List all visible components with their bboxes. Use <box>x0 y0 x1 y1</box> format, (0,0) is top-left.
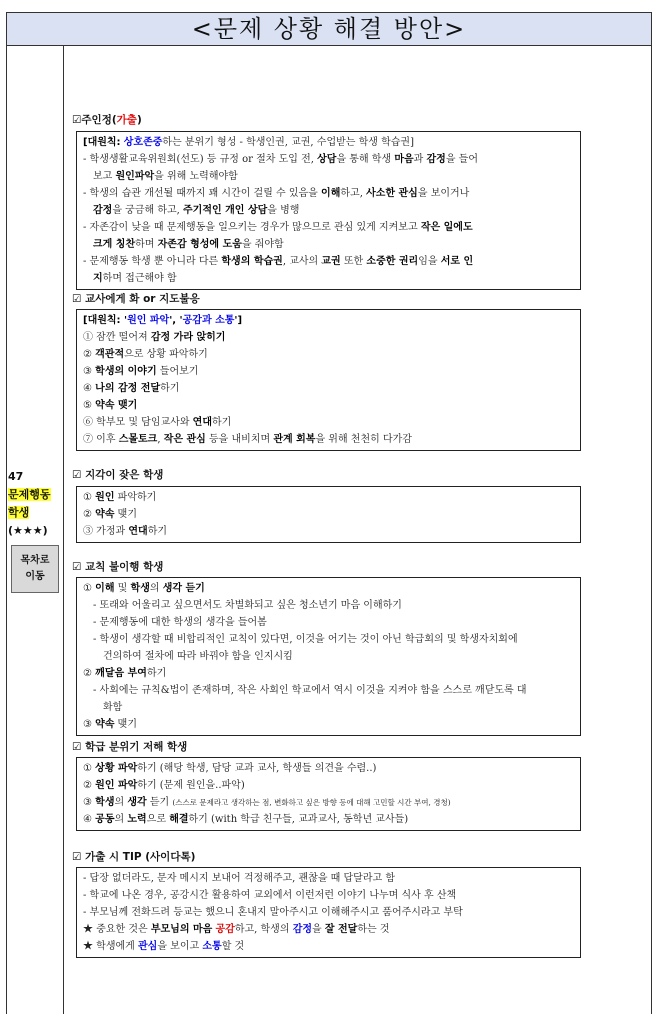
section-heading-rule-violation: ☑ 교칙 불이행 학생 <box>72 561 164 573</box>
category-label-2: 학생 <box>8 506 30 519</box>
section-box-class-disruption: ① 상황 파악하기 (해당 학생, 담당 교과 교사, 학생들 의견을 수렴..) ② 원인 파악하기 (문제 원인을..파악) ③ 학생의 생각 듣기 (스스로 문제라고 생각하는 점, 변화하고 싶은 방향 등에 대해 고민할 시간 부여, 경청) ④ 공동의 노력으로 해결하기 (with 학급 친구들, 교과교사, 동학년 교사들) <box>76 757 581 831</box>
section-box-tardiness: ① 원인 파악하기 ② 약속 맺기 ③ 가정과 연대하기 <box>76 486 581 543</box>
category-label-1: 문제행동 <box>8 488 51 501</box>
toc-button-line-1: 목차로 <box>20 555 50 566</box>
page-title: <문제 상황 해결 방안> <box>6 12 652 46</box>
toc-button-line-2: 이동 <box>25 571 45 582</box>
section-heading-runaway-tip: ☑ 가출 시 TIP (사이다톡) <box>72 851 196 863</box>
item-number: 47 <box>8 470 24 483</box>
section-heading-tardiness: ☑ 지각이 잦은 학생 <box>72 469 164 481</box>
column-divider <box>63 46 64 1014</box>
section-box-runaway: [대원칙: 상호존중하는 분위기 형성 - 학생인권, 교권, 수업받는 학생 학습권] - 학생생활교육위원회(선도) 등 규정 or 절차 도입 전, 상담을 통해 학생 마음과 감정을 들어 보고 원인파악을 위해 노력해야함 - 학생의 습관 개선될 때까지 꽤 시간이 걸릴 수 있음을 이해하고, 사소한 관심을 보이거나 감정을 궁금해 하고, 주기적인 개인 상담을 병행 - 자존감이 낮을 때 문제행동을 일으키는 경우가 많으므로 관심 있게 지켜보고 작은 일에도 크게 칭찬하며 자존감 형성에 도움을 줘야함 - 문제행동 학생 뿐 아니라 다른 학생의 학습권, 교사의 교권 또한 소중한 권리임을 서로 인 지하며 접근해야 함 <box>76 131 581 290</box>
toc-button[interactable] <box>11 545 59 593</box>
left-column <box>8 468 62 540</box>
section-heading-defiance: ☑ 교사에게 화 or 지도불응 <box>72 293 200 305</box>
difficulty-stars: (★★★) <box>8 524 48 537</box>
section-box-runaway-tip: - 답장 없더라도, 문자 메시지 보내어 걱정해주고, 괜찮을 때 답달라고 함 - 학교에 나온 경우, 공강시간 활용하여 교외에서 이런저런 이야기 나누며 식사 후 산책 - 부모님께 전화드려 등교는 했으니 혼내지 말아주시고 이해해주시고 품어주시라고 부탁 ★ 중요한 것은 부모님의 마음 공감하고, 학생의 감정을 잘 전달하는 것 ★ 학생에게 관심을 보이고 소통할 것 <box>76 867 581 958</box>
section-heading-runaway: ☑주인정(가출) <box>72 114 142 126</box>
section-heading-class-disruption: ☑ 학급 분위기 저해 학생 <box>72 741 188 753</box>
section-box-defiance: [대원칙: '원인 파악', '공감과 소통'] ① 잠깐 떨어져 감정 가라 앉히기 ② 객관적으로 상황 파악하기 ③ 학생의 이야기 들어보기 ④ 나의 감정 전달하기 ⑤ 약속 맺기 ⑥ 학부모 및 담임교사와 연대하기 ⑦ 이후 스몰토크, 작은 관심 등을 내비치며 관계 회복을 위해 천천히 다가감 <box>76 309 581 451</box>
section-box-rule-violation: ① 이해 및 학생의 생각 듣기 - 또래와 어울리고 싶으면서도 차별화되고 싶은 청소년기 마음 이해하기 - 문제행동에 대한 학생의 생각을 들어봄 - 학생이 생각할 때 비합리적인 교칙이 있다면, 이것을 어기는 것이 아닌 학급회의 및 학생자치회에 건의하여 절차에 따라 바꿔야 함을 인지시킴 ② 깨달음 부여하기 - 사회에는 규칙&법이 존재하며, 작은 사회인 학교에서 역시 이것을 지켜야 함을 스스로 깨닫도록 대 화함 ③ 약속 맺기 <box>76 577 581 736</box>
